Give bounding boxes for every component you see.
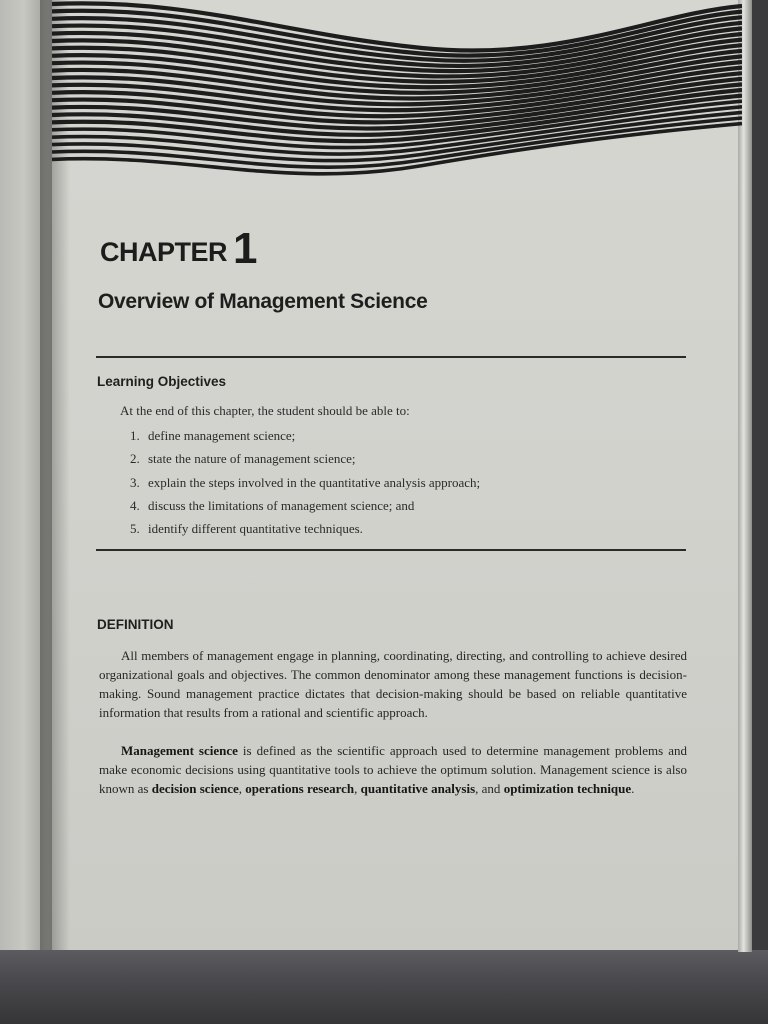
divider-bottom	[96, 549, 686, 551]
definition-heading: DEFINITION	[97, 617, 174, 632]
learning-objectives-intro: At the end of this chapter, the student should be able to:	[120, 403, 410, 418]
chapter-title: Overview of Management Science	[98, 290, 428, 313]
wave-stripe	[52, 17, 742, 61]
decorative-wave-stripes	[52, 0, 742, 260]
list-item: 3. explain the steps involved in the quantitative analysis approach;	[130, 474, 481, 490]
term-decision-science: decision science	[151, 781, 239, 796]
chapter-label: CHAPTER	[100, 237, 228, 267]
learning-objectives-heading: Learning Objectives	[97, 374, 227, 389]
term-management-science: Management science	[121, 743, 238, 758]
learning-objectives-list	[130, 426, 480, 542]
list-item: 5. identify different quantitative techniques.	[130, 521, 363, 537]
definition-paragraph-1: All members of management engage in planning, coordinating, directing, and controlling to achieve desired organizational goals and objectives. The common denominator among these management functions is decision-making. Sound management practice dictates that decision-making should be based on reliable quantitative information that results from a rational and scientific approach.	[99, 648, 687, 720]
term-optimization-technique: optimization technique	[503, 781, 632, 796]
chapter-heading	[100, 222, 257, 272]
term-quantitative-analysis: quantitative analysis	[360, 781, 476, 796]
background-desk	[0, 950, 768, 1024]
list-item: 2. state the nature of management science;	[130, 451, 356, 467]
chapter-number: 1	[233, 224, 257, 273]
term-operations-research: operations research	[245, 781, 355, 796]
divider-top	[96, 356, 686, 358]
definition-paragraph-2: Management science is defined as the scientific approach used to determine management problems and make economic decisions using quantitative tools to achieve the optimum solution. Management science is also known as decision science, operations research, quantitative analysis, and optimization technique.	[99, 743, 687, 796]
list-item: 4. discuss the limitations of management science; and	[130, 497, 415, 513]
list-item: 1. define management science;	[130, 428, 296, 443]
